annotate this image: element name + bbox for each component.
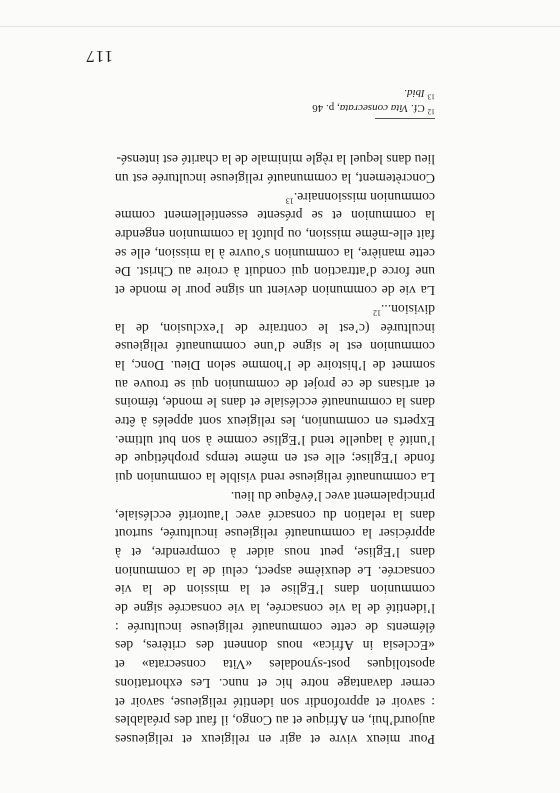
paragraph-2-text: La communauté religieuse rend visible la communion qui fonde l’Eglise; elle est en même temps prophétique de l’unité à laquelle tend l’Eglise comme à son but ultime. Experts en communion, les religieux sont appelés à être dans la communauté ecclésiale et dans le monde, témoins et artisans de ce projet de communion qui se trouve au sommet de l’histoire de l’homme selon Dieu. Donc, la communion est le signe d’une communauté religieuse inculturée (c’est le contraire de l’exclusion, de la division...: [115, 301, 435, 486]
footnotes: [105, 85, 435, 115]
footnote-13: [105, 85, 435, 100]
footnote-number: 13: [427, 92, 435, 102]
footnote-suffix: .: [404, 87, 408, 99]
footnote-12: [105, 100, 435, 115]
footnote-number: 12: [427, 107, 435, 117]
paragraph-1: Pour mieux vivre et agir en religieux et religieuses aujourd’hui, en Afrique et au Congo, il faut des préalables : savoir et approfondir son identité religieuse, savoir et cerner davantage notre hic et nunc. Les exhortations apostoliques post-synodales «Vita consecrata» et «Ecclesia in Africa» nous donnent des critères, des éléments de cette communauté religieuse inculturée : l’identité de la vie consacrée, la vie consacrée signe de communion dans l’Eglise et la mission de la vie consacrée. Le deuxième aspect, celui de la communion dans l’Eglise, peut nous aider à comprendre, et à appréciser la communauté religieuse inculturée, surtout dans la relation du consacré avec l’autorité ecclésiale, principalement avec l’évêque du lieu.: [115, 488, 435, 747]
footnote-title: Ibid: [407, 87, 425, 99]
body-text: [115, 150, 435, 749]
page-number: 117: [85, 47, 113, 66]
footnote-title: Vita consecrata: [339, 102, 409, 114]
paragraph-3-text: La vie de communion devient un signe pour le monde et une force d’attraction qui conduit à croire au Christ. De cette manière, la communion s’ouvre à la mission, elle se fait elle-même mission, ou plutôt la communion engendre la communion et se présente essentiellement comme communion missionnaire.: [115, 189, 435, 299]
paragraph-3: [115, 187, 435, 299]
footnote-suffix: , p. 46: [312, 102, 340, 114]
paragraph-4: Concrètement, la communauté religieuse inculturée est un lieu dans lequel la règle minimale de la charité est intensé-: [115, 152, 435, 186]
footnote-prefix: Cf.: [408, 102, 425, 114]
footnote-divider: [375, 118, 435, 119]
footnote-ref-12: 12: [372, 308, 381, 318]
footnote-ref-13: 13: [285, 196, 294, 206]
paragraph-2: [115, 299, 435, 486]
